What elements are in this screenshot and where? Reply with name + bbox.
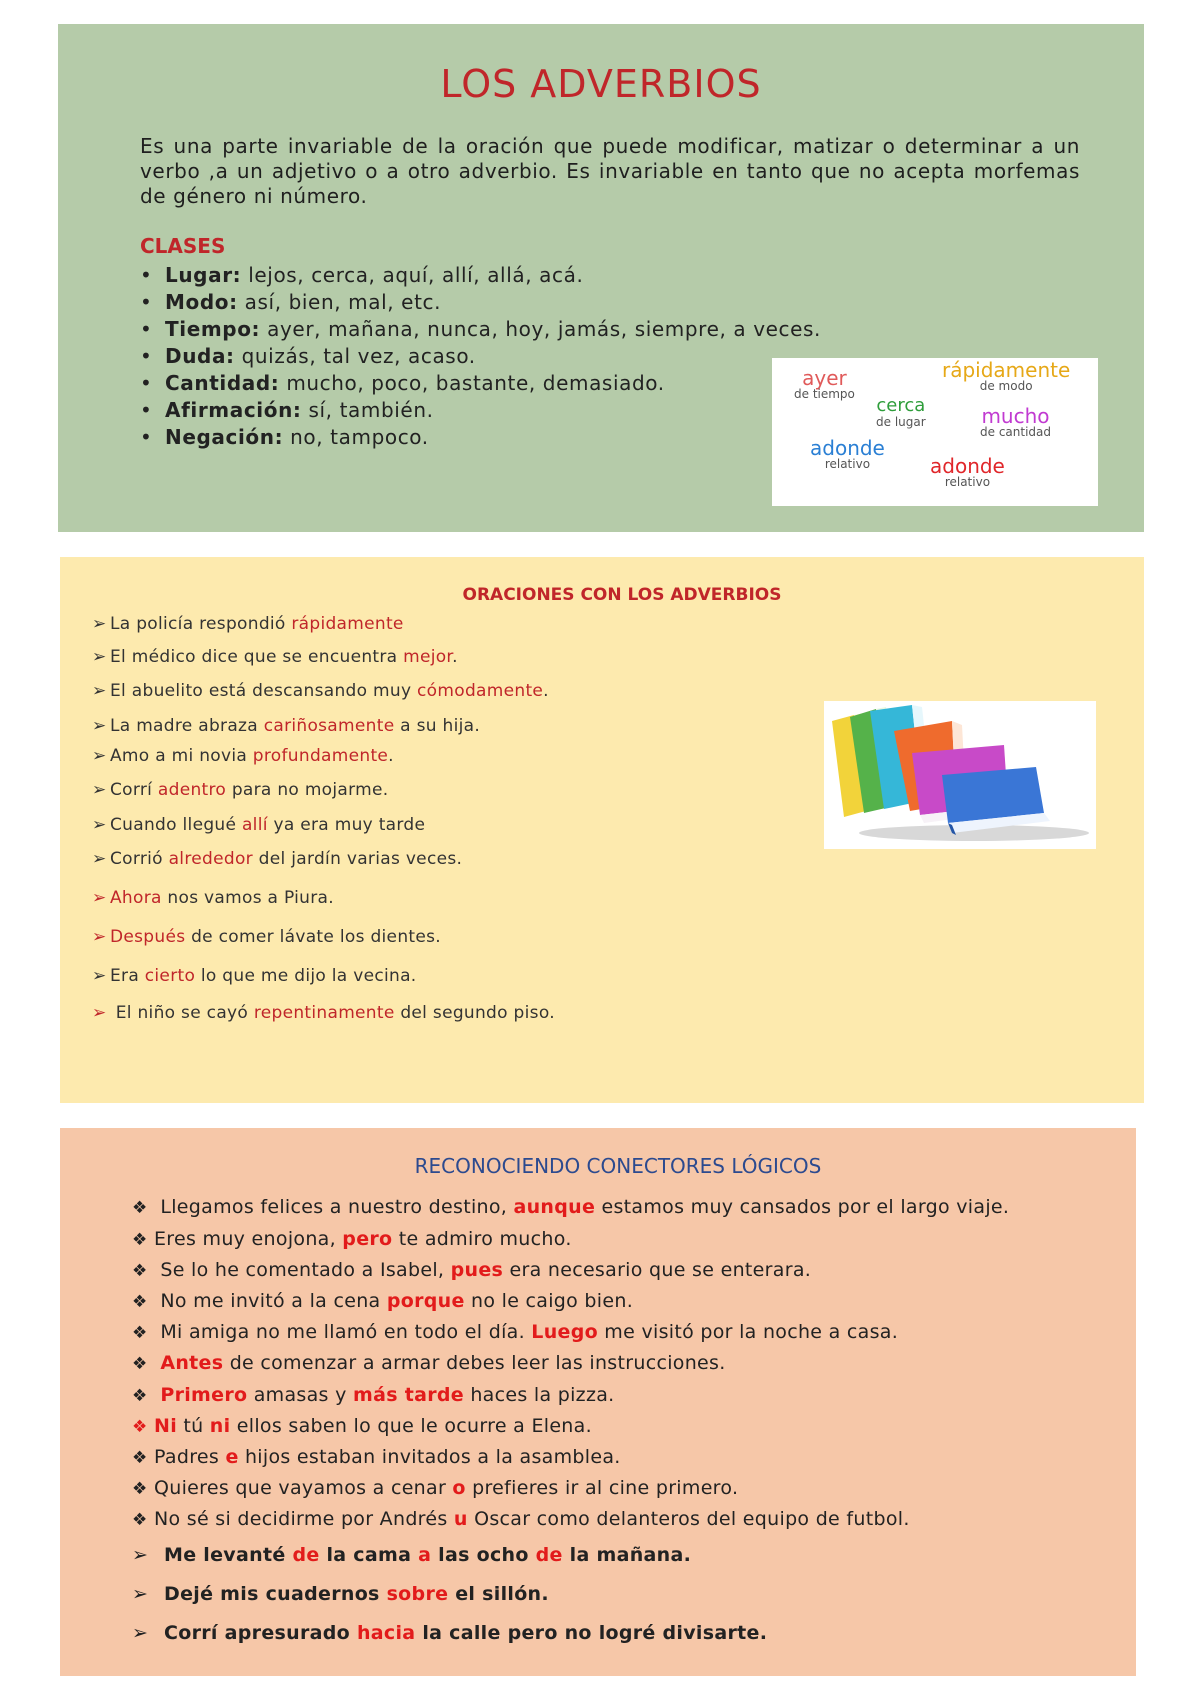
list-item: ❖ Quieres que vayamos a cenar o prefieres ir al cine primero. xyxy=(132,1477,739,1499)
diamond-bullet-icon: ❖ xyxy=(132,1448,148,1468)
wordcloud-item: cerca de lugar xyxy=(876,395,926,429)
list-item: ❖ Antes de comenzar a armar debes leer las instrucciones. xyxy=(132,1352,726,1374)
diamond-bullet-icon: ❖ xyxy=(132,1417,148,1437)
wordcloud-item: mucho de cantidad xyxy=(980,404,1051,439)
arrow-bullet-icon: ➢ xyxy=(92,716,107,736)
list-item: ➢ Cuando llegué allí ya era muy tarde xyxy=(92,815,426,835)
diamond-bullet-icon: ❖ xyxy=(132,1386,148,1406)
list-item: ❖ Padres e hijos estaban invitados a la asamblea. xyxy=(132,1446,621,1468)
diamond-bullet-icon: ❖ xyxy=(132,1292,148,1312)
wordcloud-item: adonde relativo xyxy=(930,454,1005,489)
list-item: ❖ No me invitó a la cena porque no le caigo bien. xyxy=(132,1290,634,1312)
diamond-bullet-icon: ❖ xyxy=(132,1230,148,1250)
list-item: ➢ El abuelito está descansando muy cómodamente. xyxy=(92,681,549,701)
adverb-wordcloud-image xyxy=(772,358,1098,506)
arrow-bullet-icon: ➢ xyxy=(92,815,107,835)
list-item: ➢ Corrí apresurado hacia la calle pero no logré divisarte. xyxy=(132,1622,768,1644)
diamond-bullet-icon: ❖ xyxy=(132,1479,148,1499)
list-item: ❖ Llegamos felices a nuestro destino, aunque estamos muy cansados por el largo viaje. xyxy=(132,1196,1010,1218)
list-item: ➢ Era cierto lo que me dijo la vecina. xyxy=(92,966,417,986)
list-item: ➢ La madre abraza cariñosamente a su hija. xyxy=(92,716,481,736)
oraciones-section xyxy=(60,557,1144,1103)
wordcloud-item: adonde relativo xyxy=(810,436,885,471)
bullet-icon: • xyxy=(140,371,153,395)
list-item: ➢ La policía respondió rápidamente xyxy=(92,614,404,634)
definition-paragraph: Es una parte invariable de la oración que puede modificar, matizar o determinar a un verbo ,a un adjetivo o a otro adverbio. Es invariable en tanto que no acepta morfemas de género ni número. xyxy=(140,134,1080,208)
arrow-bullet-icon: ➢ xyxy=(92,927,107,947)
diamond-bullet-icon: ❖ xyxy=(132,1354,148,1374)
list-item: ❖ No sé si decidirme por Andrés u Oscar como delanteros del equipo de futbol. xyxy=(132,1508,910,1530)
list-item: ➢ Dejé mis cuadernos sobre el sillón. xyxy=(132,1583,549,1605)
list-item: ➢ Amo a mi novia profundamente. xyxy=(92,746,394,766)
arrow-bullet-icon: ➢ xyxy=(132,1622,149,1644)
bullet-icon: • xyxy=(140,425,153,449)
wordcloud-item: rápidamente de modo xyxy=(942,358,1071,393)
bullet-icon: • xyxy=(140,317,153,341)
arrow-bullet-icon: ➢ xyxy=(92,966,107,986)
adverbios-section xyxy=(58,24,1144,532)
list-item: • Modo: así, bien, mal, etc. xyxy=(140,290,442,314)
list-item: ➢ Ahora nos vamos a Piura. xyxy=(92,888,334,908)
list-item: ➢ Después de comer lávate los dientes. xyxy=(92,927,441,947)
list-item: ❖ Primero amasas y más tarde haces la pizza. xyxy=(132,1384,615,1406)
diamond-bullet-icon: ❖ xyxy=(132,1323,148,1343)
bullet-icon: • xyxy=(140,344,153,368)
list-item: ➢ Corrió alrededor del jardín varias veces. xyxy=(92,849,463,869)
books-illustration xyxy=(824,701,1096,849)
list-item: ❖ Ni tú ni ellos saben lo que le ocurre a Elena. xyxy=(132,1415,592,1437)
clases-heading: CLASES xyxy=(140,234,226,258)
list-item: • Duda: quizás, tal vez, acaso. xyxy=(140,344,476,368)
list-item: ➢ Corrí adentro para no mojarme. xyxy=(92,780,389,800)
bullet-icon: • xyxy=(140,290,153,314)
bullet-icon: • xyxy=(140,263,153,287)
list-item: ❖ Se lo he comentado a Isabel, pues era necesario que se enterara. xyxy=(132,1259,812,1281)
arrow-bullet-icon: ➢ xyxy=(92,888,107,908)
bullet-icon: • xyxy=(140,398,153,422)
arrow-bullet-icon: ➢ xyxy=(92,746,107,766)
conectores-section xyxy=(60,1128,1136,1676)
list-item: • Afirmación: sí, también. xyxy=(140,398,434,422)
arrow-bullet-icon: ➢ xyxy=(92,780,107,800)
list-item: ❖ Eres muy enojona, pero te admiro mucho. xyxy=(132,1228,572,1250)
list-item: • Negación: no, tampoco. xyxy=(140,425,429,449)
list-item: ➢ El médico dice que se encuentra mejor. xyxy=(92,647,458,667)
arrow-bullet-icon: ➢ xyxy=(92,614,107,634)
list-item: • Lugar: lejos, cerca, aquí, allí, allá, acá. xyxy=(140,263,584,287)
list-item: ➢ El niño se cayó repentinamente del segundo piso. xyxy=(92,1003,555,1023)
list-item: • Tiempo: ayer, mañana, nunca, hoy, jamás, siempre, a veces. xyxy=(140,317,822,341)
section-title: ORACIONES CON LOS ADVERBIOS xyxy=(462,585,782,605)
list-item: ➢ Me levanté de la cama a las ocho de la mañana. xyxy=(132,1544,692,1566)
arrow-bullet-icon: ➢ xyxy=(92,1003,107,1023)
books-image xyxy=(824,701,1096,849)
clases-list xyxy=(140,262,821,451)
list-item: ❖ Mi amiga no me llamó en todo el día. Luego me visitó por la noche a casa. xyxy=(132,1321,899,1343)
arrow-bullet-icon: ➢ xyxy=(92,681,107,701)
section-title: RECONOCIENDO CONECTORES LÓGICOS xyxy=(414,1154,822,1178)
diamond-bullet-icon: ❖ xyxy=(132,1510,148,1530)
arrow-bullet-icon: ➢ xyxy=(92,647,107,667)
arrow-bullet-icon: ➢ xyxy=(132,1544,149,1566)
list-item: • Cantidad: mucho, poco, bastante, demasiado. xyxy=(140,371,665,395)
diamond-bullet-icon: ❖ xyxy=(132,1198,148,1218)
wordcloud-item: ayer de tiempo xyxy=(794,366,855,401)
section-title: LOS ADVERBIOS xyxy=(440,62,762,106)
arrow-bullet-icon: ➢ xyxy=(92,849,107,869)
diamond-bullet-icon: ❖ xyxy=(132,1261,148,1281)
arrow-bullet-icon: ➢ xyxy=(132,1583,149,1605)
